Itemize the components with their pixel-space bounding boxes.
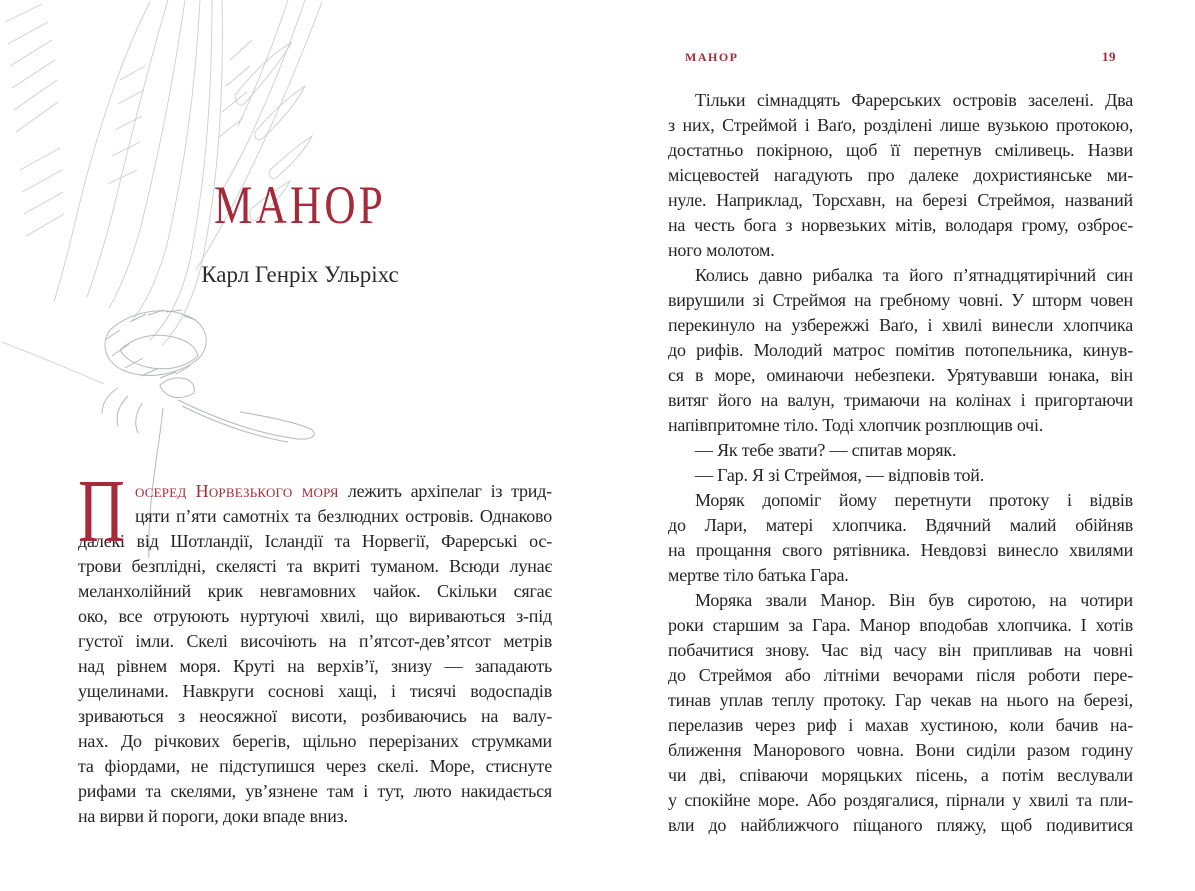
chapter-title: МАНОР <box>213 175 387 235</box>
page-number: 19 <box>1102 49 1116 64</box>
text-line: зриваються з неосяжної висоти, розбиваючись на валу- <box>78 706 552 726</box>
text-line: над рівнем моря. Круті на верхів’ї, знизу — западають <box>78 656 552 676</box>
text-line: нах. До річкових берегів, щільно перерізаних струмками <box>78 731 552 751</box>
right-body-text <box>668 88 1133 838</box>
text-line: місцевостей нагадують про далеке дохристиянське ми- <box>668 165 1133 185</box>
text-line: та фіордами, не підступишся через скелі. Море, стиснуте <box>78 756 552 776</box>
lead-smallcaps: осеред Норвезького моря <box>135 481 348 501</box>
text-line: ближення Манорового човна. Вони сиділи разом годину <box>668 740 1133 760</box>
text-line: мертве тіло батька Гара. <box>668 565 849 585</box>
text-line: до рифів. Молодий матрос помітив потопельника, кинув- <box>668 340 1133 360</box>
text-line: ущелинами. Навкруги соснові хащі, і тисячі водоспадів <box>78 681 552 701</box>
text-line: до Лари, матері хлопчика. Вдячний малий обійняв <box>668 515 1133 535</box>
text-line: Моряка звали Манор. Він був сиротою, на чотири <box>695 590 1133 610</box>
text-line: у спокійне море. Або роздягалися, пірнали у хвилі та пли- <box>668 790 1133 810</box>
chapter-author: Карл Генріх Ульріхс <box>201 262 399 287</box>
text-line: Моряк допоміг йому перетнути протоку і відвів <box>695 490 1133 510</box>
text-line: з них, Стреймой і Ваґо, розділені лише вузькою протокою, <box>668 115 1133 135</box>
text-line: достатньо покірною, щоб її перетнув сміливець. Назви <box>668 140 1133 160</box>
text-line: тинав уплав теплу протоку. Гар чекав на нього на березі, <box>668 690 1133 710</box>
text-line: напівпритомне тіло. Тоді хлопчик розплющив очі. <box>668 415 1044 435</box>
text-line: цяти п’яти самотніх та безлюдних островів. Однаково <box>135 506 552 526</box>
text-line: Тільки сімнадцять Фарерських островів заселені. Два <box>695 90 1133 110</box>
text-line: густої імли. Скелі височіють на п’ятсот-дев’ятсот метрів <box>78 631 552 651</box>
text-line: роки старшим за Гара. Манор вподобав хлопчика. І хотів <box>668 615 1133 635</box>
text-line: ного молотом. <box>668 240 775 260</box>
text-line: ся в море, оминаючи небезпеки. Урятувавши юнака, він <box>668 365 1133 385</box>
text-line: Колись давно рибалка та його п’ятнадцятирічний син <box>695 265 1133 285</box>
text-line: на вирви й пороги, доки впаде вниз. <box>78 806 348 826</box>
running-header-title: МАНОР <box>685 50 739 64</box>
text-line: вирушили зі Стреймоя на гребному човні. У шторм човен <box>668 290 1133 310</box>
text-line: далекі від Шотландії, Ісландії та Норвегії, Фарерські ос- <box>78 531 552 551</box>
text-line: око, все отруюють нуртуючі хвилі, що вириваються з-під <box>78 606 552 626</box>
text-line: рифами та скелями, ув’язнене там і тут, люто накидається <box>78 781 552 801</box>
text-line: до Стреймоя або літніми вечорами після роботи пере- <box>668 665 1133 685</box>
text-line: нуле. Наприклад, Торсхавн, на березі Стреймоя, названий <box>668 190 1133 210</box>
running-header <box>685 50 1116 64</box>
text-line: — Гар. Я зі Стреймоя, — відповів той. <box>695 465 985 485</box>
drop-cap: П <box>78 462 125 561</box>
text-line: витяг його на валун, тримаючи на колінах і пригортаючи <box>668 390 1133 410</box>
text-line: перекинуло на узбережжі Ваґо, і хвилі винесли хлопчика <box>668 315 1133 335</box>
text-line: — Як тебе звати? — спитав моряк. <box>695 440 957 460</box>
text-line: трови безплідні, скелясті та вкриті туманом. Всюди лунає <box>78 556 552 576</box>
text-line: на прощання свого рятівника. Невдовзі винесло хвилями <box>668 540 1133 560</box>
text-line: вли до найближчого піщаного пляжу, щоб подивитися <box>668 815 1133 835</box>
left-body-text <box>78 462 552 829</box>
text-line: осеред Норвезького моря лежить архіпелаг із трид- <box>135 481 552 501</box>
text-line: чи дві, співаючи моряцьких пісень, а потім веслували <box>668 765 1133 785</box>
text-line: побачитися знову. Час від часу він припливав на човні <box>668 640 1133 660</box>
text-line: меланхолійний крик невгамовних чайок. Скільки сягає <box>78 581 552 601</box>
text-line: на честь бога з норвезьких мітів, володаря грому, озброє- <box>668 215 1133 235</box>
text-line: перелазив через риф і махав хустиною, коли бачив на- <box>668 715 1133 735</box>
